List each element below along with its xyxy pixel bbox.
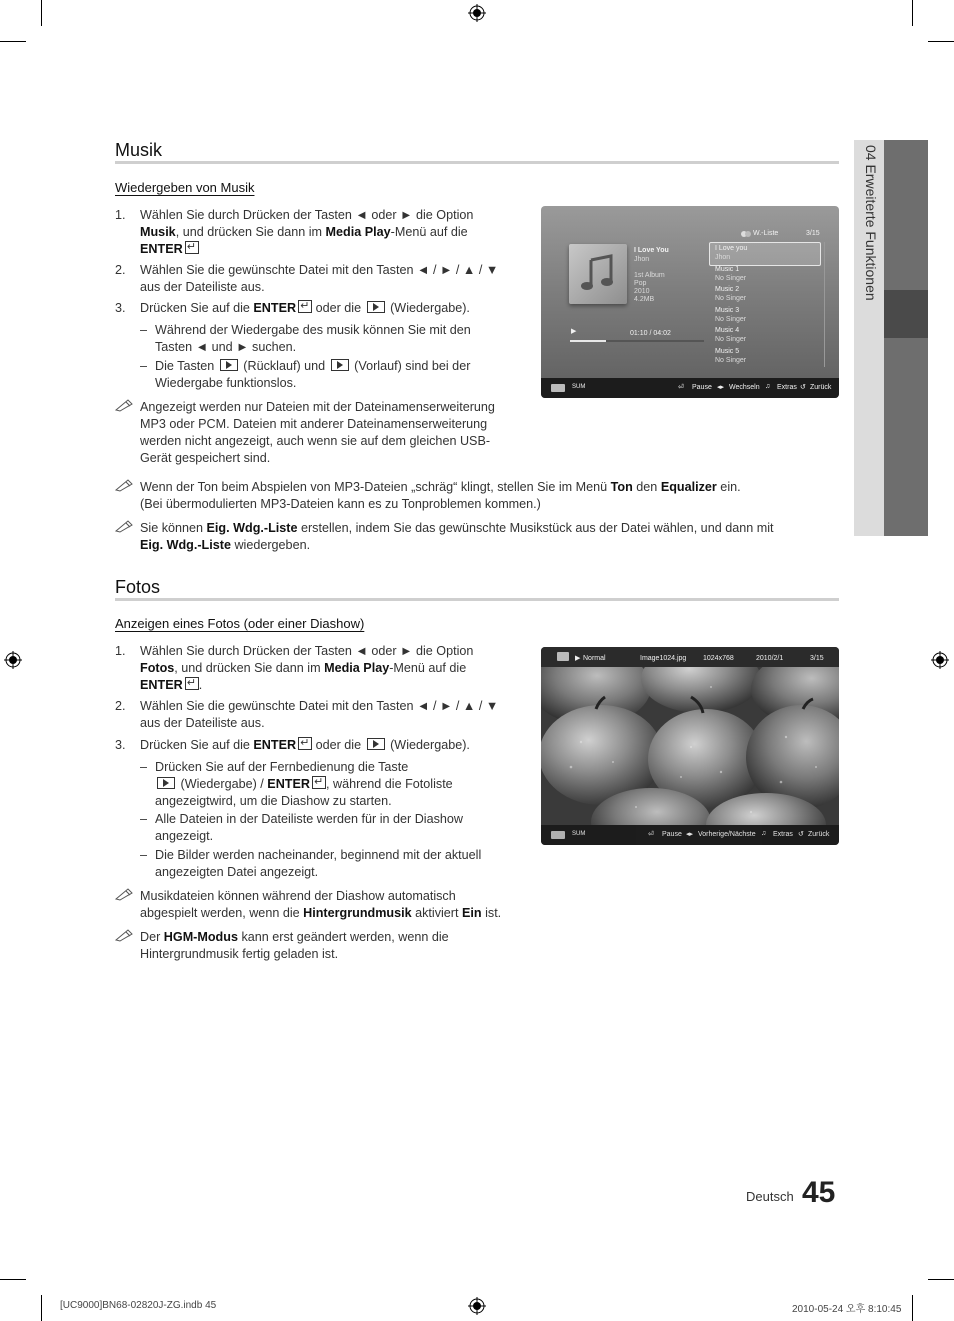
step-number: 3. — [115, 301, 126, 315]
play-indicator-icon: ▶ — [571, 328, 577, 335]
section-rule — [115, 598, 839, 601]
step-number: 1. — [115, 208, 126, 222]
control-bar — [541, 378, 839, 398]
info-bar — [541, 647, 839, 667]
footer-file: [UC9000]BN68-02820J-ZG.indb 45 — [60, 1300, 217, 1311]
rewind-icon — [220, 359, 238, 371]
fast-forward-icon — [331, 359, 349, 371]
track-title: I Love You — [634, 247, 669, 254]
registration-mark-icon — [4, 651, 22, 669]
album-art — [569, 244, 627, 304]
section-title-fotos: Fotos — [115, 577, 161, 597]
footer-timestamp: 2010-05-24 오후 8:10:45 — [792, 1304, 902, 1315]
device-name: SUM — [572, 831, 586, 837]
crop-mark — [0, 1279, 26, 1280]
enter-icon — [298, 737, 312, 750]
pause-label[interactable]: Pause — [662, 831, 682, 838]
extras-label[interactable]: Extras — [773, 831, 793, 838]
photo-date: 2010/2/1 — [756, 655, 784, 662]
step-number: 2. — [115, 699, 126, 713]
enter-icon — [185, 677, 199, 690]
play-icon — [367, 301, 385, 313]
enter-icon: ⏎ — [648, 831, 654, 838]
note-icon — [115, 887, 135, 901]
play-icon — [157, 777, 175, 789]
note-icon — [115, 928, 135, 942]
subsection-title: Anzeigen eines Fotos (oder einer Diashow) — [115, 616, 365, 631]
extras-label[interactable]: Extras — [777, 384, 797, 391]
track-time: 01:10 / 04:02 — [630, 330, 671, 337]
note-icon — [115, 478, 135, 492]
track-genre: Pop — [634, 280, 647, 287]
dash: – — [140, 323, 148, 337]
crop-mark — [0, 41, 26, 42]
play-icon — [367, 738, 385, 750]
scrollbar[interactable] — [824, 242, 825, 367]
page-language: Deutsch — [746, 1189, 794, 1204]
crop-mark — [41, 0, 42, 26]
enter-icon — [312, 776, 326, 789]
tools-icon: ♫ — [765, 383, 771, 390]
chapter-tab-marker — [884, 290, 928, 338]
sub-step-text: Die Bilder werden nacheinander, beginnend mit der aktuell angezeigten Datei angezeigt. — [155, 848, 482, 879]
chapter-tab-bar — [884, 140, 928, 536]
return-icon: ↺ — [798, 831, 804, 838]
chapter-tab-label: 04 Erweiterte Funktionen — [863, 145, 879, 301]
usb-device-icon — [551, 384, 565, 392]
note-text: Angezeigt werden nur Dateien mit der Dateinamenserweiterung MP3 oder PCM. Dateien mit anderer Dateinamenserweiterung werden nicht angezeigt, auch wenn sie auf dem gleichen USB- Gerät gespeichert sind. — [140, 400, 495, 465]
prev-next-label[interactable]: Vorherige/Nächste — [698, 831, 756, 838]
tools-icon: ♫ — [761, 830, 767, 837]
section-rule — [115, 161, 839, 164]
left-right-icon: ◂▸ — [686, 831, 694, 838]
registration-mark-icon — [468, 4, 486, 22]
track-album: 1st Album — [634, 272, 665, 279]
enter-icon — [185, 241, 199, 254]
music-player-screenshot: W.-Liste 3/15 I Love You Jhon 1st Album Pop 2010 4.2MB ▶ 01:10 / 04:02 I Love you Jhon Music 1 No Singer Music 2 No Singer Music 3 No Singer Music 4 No Singer Music 5 No Singer SUM ⏎ Pause ◂▸ Wechseln ♫ Extras ↺ Zurück — [541, 206, 839, 398]
playlist-label: W.-Liste — [753, 230, 779, 237]
slideshow-play-icon: ▶ — [575, 655, 581, 662]
dash: – — [140, 812, 148, 826]
note-icon — [115, 398, 135, 412]
device-name: SUM — [572, 384, 586, 390]
back-label[interactable]: Zurück — [808, 831, 830, 838]
step-number: 1. — [115, 644, 126, 658]
sub-step-text: Während der Wiedergabe des musik können Sie mit den Tasten ◄ und ► suchen. — [155, 323, 471, 354]
section-title-musik: Musik — [115, 140, 163, 160]
dash: – — [140, 359, 148, 373]
track-year: 2010 — [634, 288, 650, 295]
step-number: 2. — [115, 263, 126, 277]
crop-mark — [41, 1295, 42, 1321]
photo-viewer-screenshot — [541, 647, 839, 845]
progress-track — [570, 340, 704, 342]
step-text: Wählen Sie die gewünschte Datei mit den Tasten ◄ / ► / ▲ / ▼ aus der Dateiliste aus. — [140, 699, 499, 730]
registration-mark-icon — [931, 651, 949, 669]
registration-mark-icon — [468, 1297, 486, 1315]
slideshow-mode: Normal — [583, 655, 606, 662]
crop-mark — [912, 0, 913, 26]
step-text: Wählen Sie durch Drücken der Tasten ◄ oder ► die Option Fotos, und drücken Sie dann im Media Play-Menü auf die ENTER↵ . — [140, 643, 520, 694]
note-text: Sie können Eig. Wdg.-Liste erstellen, indem Sie das gewünschte Musikstück aus der Datei wählen, und dann mit Eig. Wdg.-Liste wiedergeben. — [140, 521, 774, 552]
playlist-icon — [740, 230, 752, 238]
apples-photo — [541, 667, 839, 825]
note-text: Wenn der Ton beim Abspielen von MP3-Dateien „schräg“ klingt, stellen Sie im Menü Ton den Equalizer ein. (Bei übermodulierten MP3-Dateien kann es zu Tonproblemen kommen.) — [140, 480, 741, 511]
switch-label[interactable]: Wechseln — [729, 384, 760, 391]
file-name: Image1024.jpg — [640, 655, 687, 662]
back-label[interactable]: Zurück — [810, 384, 832, 391]
page-number: 45 — [802, 1176, 836, 1209]
dash: – — [140, 848, 148, 862]
enter-icon — [298, 300, 312, 313]
track-count: 3/15 — [806, 230, 820, 237]
music-note-icon — [581, 254, 615, 294]
note-text: Musikdateien können während der Diashow automatisch abgespielt werden, wenn die Hintergrundmusik aktiviert Ein ist. — [140, 889, 502, 920]
left-right-icon: ◂▸ — [717, 384, 725, 391]
enter-icon: ⏎ — [678, 384, 684, 391]
resolution: 1024x768 — [703, 655, 734, 662]
return-icon: ↺ — [800, 384, 806, 391]
step-number: 3. — [115, 738, 126, 752]
step-text: Drücken Sie auf die ENTER↵ oder die (Wiedergabe). — [140, 737, 520, 754]
control-bar — [541, 825, 839, 845]
track-artist: Jhon — [634, 256, 650, 263]
crop-mark — [928, 1279, 954, 1280]
progress-fill — [570, 340, 606, 342]
sub-step-text: Drücken Sie auf der Fernbedienung die Taste (Wiedergabe) / ENTER↵ , während die Fotoliste angezeigtwird, um die Diashow zu starten. — [155, 759, 515, 810]
dash: – — [140, 760, 148, 774]
sub-step-text: Die Tasten (Rücklauf) und (Vorlauf) sind bei der Wiedergabe funktionslos. — [155, 359, 471, 390]
pause-label[interactable]: Pause — [692, 384, 712, 391]
photo-icon — [557, 652, 569, 661]
crop-mark — [912, 1295, 913, 1321]
note-icon — [115, 519, 135, 533]
step-text: Wählen Sie durch Drücken der Tasten ◄ oder ► die Option Musik, und drücken Sie dann im Media Play-Menü auf die ENTER↵ — [140, 207, 520, 258]
step-text: Wählen Sie die gewünschte Datei mit den Tasten ◄ / ► / ▲ / ▼ aus der Dateiliste aus. — [140, 263, 499, 294]
track-size: 4.2MB — [634, 296, 655, 303]
photo-count: 3/15 — [810, 655, 824, 662]
note-text: Der HGM-Modus kann erst geändert werden, wenn die Hintergrundmusik fertig geladen ist. — [140, 930, 449, 961]
sub-step-text: Alle Dateien in der Dateiliste werden für in der Diashow angezeigt. — [155, 812, 463, 843]
subsection-title: Wiedergeben von Musik — [115, 180, 255, 195]
crop-mark — [928, 41, 954, 42]
usb-device-icon — [551, 831, 565, 839]
step-text: Drücken Sie auf die ENTER↵ oder die (Wiedergabe). — [140, 300, 520, 317]
